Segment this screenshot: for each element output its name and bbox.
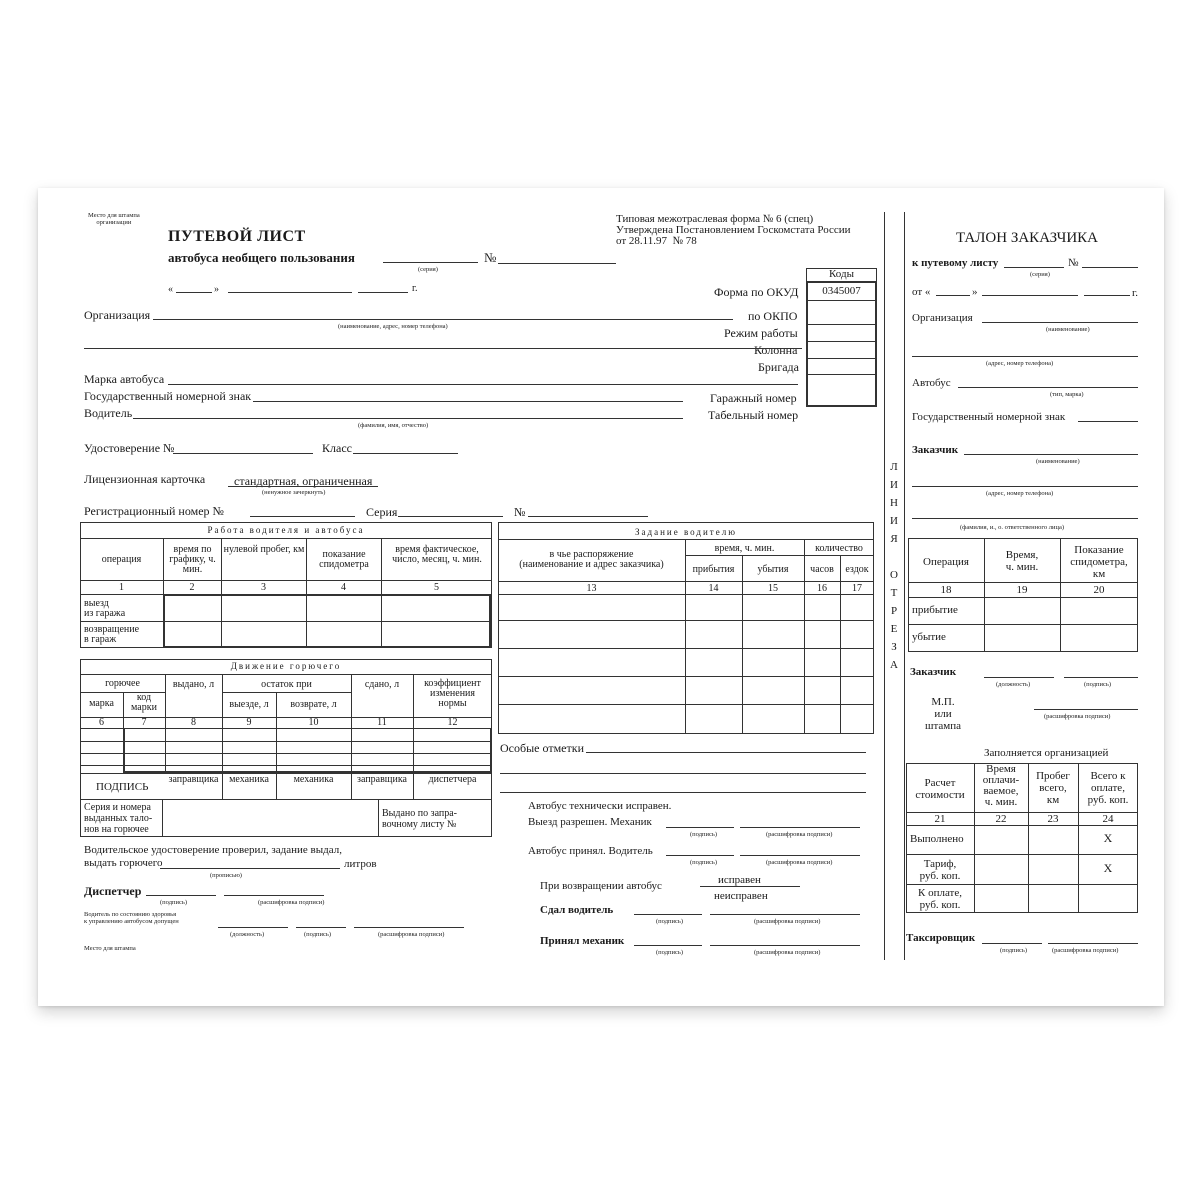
okud-label: Форма по ОКУД bbox=[714, 285, 799, 299]
series-line[interactable] bbox=[383, 262, 478, 263]
tear-letter: Е bbox=[890, 623, 898, 635]
talon-bus-hint: (тип, марка) bbox=[1050, 391, 1084, 398]
special-remarks-line-1[interactable] bbox=[586, 752, 866, 753]
task-n14: 14 bbox=[708, 583, 719, 594]
work-n4: 4 bbox=[341, 582, 346, 593]
task-n15: 15 bbox=[768, 583, 778, 594]
talon-taxer-sign-line[interactable] bbox=[982, 943, 1042, 944]
date-year-line[interactable] bbox=[358, 292, 408, 293]
tear-letter: Т bbox=[890, 587, 898, 599]
talon-org-hint: (наименование) bbox=[1046, 326, 1090, 333]
work-table-title: Работа водителя и автобуса bbox=[207, 525, 365, 535]
talon-x-mark-2: X bbox=[1103, 861, 1113, 875]
dispatcher-sign-line[interactable] bbox=[146, 895, 216, 896]
talon-series-hint: (серия) bbox=[1030, 271, 1050, 278]
task-n13: 13 bbox=[586, 583, 597, 594]
task-n16: 16 bbox=[817, 583, 827, 594]
number-sign: № bbox=[484, 250, 497, 265]
fuel-n12: 12 bbox=[447, 717, 458, 728]
working-line bbox=[700, 886, 800, 887]
talon-customer-hint: (наименование) bbox=[1036, 458, 1080, 465]
fuel-col bbox=[378, 799, 379, 837]
talon-op-divider bbox=[908, 624, 1138, 625]
fuel-h-code: код марки bbox=[131, 692, 157, 713]
codes-divider bbox=[806, 341, 877, 342]
talon-calc-done: Выполнено bbox=[910, 833, 964, 845]
talon-taxer-decode-line[interactable] bbox=[1048, 943, 1138, 944]
driver-hint: (фамилия, имя, отчество) bbox=[358, 422, 429, 429]
talon-calc-n24: 24 bbox=[1102, 813, 1114, 825]
tear-line-label bbox=[888, 458, 900, 674]
handed-sign-hint: (подпись) bbox=[656, 918, 683, 925]
talon-bus-line[interactable] bbox=[958, 387, 1138, 388]
organization-line[interactable] bbox=[153, 319, 733, 320]
tear-letter: Л bbox=[890, 461, 898, 473]
work-divider bbox=[80, 538, 492, 539]
talon-op-n18: 18 bbox=[940, 584, 952, 596]
form-note: Типовая межотраслевая форма № 6 (спец) Утверждена Постановлением Госкомстата России от 28.11.97 № 78 bbox=[616, 213, 851, 247]
fuel-h-brand: марка bbox=[89, 698, 114, 709]
health-sign-hint: (подпись) bbox=[304, 931, 331, 938]
stamp-place-bottom: Место для штампа bbox=[84, 945, 136, 952]
fuel-divider bbox=[80, 674, 492, 675]
fuel-n11: 11 bbox=[377, 717, 387, 728]
okud-value: 0345007 bbox=[822, 285, 861, 297]
mechanic-sign-line[interactable] bbox=[666, 827, 734, 828]
driver-line[interactable] bbox=[133, 418, 683, 419]
reg-number-label: Регистрационный номер № bbox=[84, 504, 224, 518]
organization-hint: (наименование, адрес, номер телефона) bbox=[338, 323, 448, 330]
driver-sign-hint: (подпись) bbox=[690, 859, 717, 866]
talon-op-divider bbox=[908, 597, 1138, 598]
task-divider bbox=[685, 555, 874, 556]
dispatcher-sign-hint: (подпись) bbox=[160, 899, 187, 906]
talon-from: от « bbox=[912, 286, 931, 298]
work-h-op: операция bbox=[101, 554, 142, 565]
work-row-exit: выезд из гаража bbox=[84, 598, 126, 619]
task-row bbox=[498, 704, 874, 705]
bus-broken: неисправен bbox=[714, 890, 768, 902]
mech-sign-hint: (подпись) bbox=[656, 949, 683, 956]
talon-org-line[interactable] bbox=[982, 322, 1138, 323]
bus-brand-line[interactable] bbox=[168, 384, 798, 385]
talon-mp: М.П. или штампа bbox=[924, 696, 962, 732]
brigade-label: Бригада bbox=[758, 360, 799, 374]
handed-decode-hint: (расшифровка подписи) bbox=[754, 918, 821, 925]
talon-year-line[interactable] bbox=[1084, 295, 1130, 296]
talon-customer-line[interactable] bbox=[964, 454, 1138, 455]
talon-calc-divider bbox=[906, 854, 1138, 855]
tear-letter: Р bbox=[890, 605, 898, 617]
regime-label: Режим работы bbox=[724, 326, 798, 340]
date-day-line[interactable] bbox=[176, 292, 212, 293]
fuel-row bbox=[80, 799, 492, 800]
codes-divider bbox=[806, 300, 877, 301]
work-input-area[interactable] bbox=[163, 594, 491, 648]
special-remarks-line-2[interactable] bbox=[500, 773, 866, 774]
liters-label: литров bbox=[344, 858, 377, 870]
license-card-label: Лицензионная карточка bbox=[84, 472, 206, 486]
talon-title: ТАЛОН ЗАКАЗЧИКА bbox=[956, 230, 1099, 246]
task-col bbox=[742, 555, 743, 734]
talon-calc-divider bbox=[906, 825, 1138, 826]
bus-brand-label: Марка автобуса bbox=[84, 372, 165, 386]
series-hint: (серия) bbox=[418, 266, 438, 273]
fuel-n6: 6 bbox=[99, 717, 104, 728]
special-remarks-label: Особые отметки bbox=[500, 741, 584, 755]
talon-number-line[interactable] bbox=[1082, 267, 1138, 268]
organization-line-2[interactable] bbox=[84, 348, 802, 349]
talon-year-suffix: г. bbox=[1132, 287, 1139, 299]
talon-sign-line[interactable] bbox=[1064, 677, 1138, 678]
fuel-n7: 7 bbox=[141, 717, 147, 728]
work-h-speedo: показание спидометра bbox=[319, 549, 369, 570]
talon-op-h1: Операция bbox=[923, 556, 969, 568]
talon-op-n20: 20 bbox=[1093, 584, 1105, 596]
on-return: При возвращении автобус bbox=[540, 880, 662, 892]
garage-label: Гаражный номер bbox=[710, 391, 797, 405]
task-h-departure: убытия bbox=[757, 564, 789, 575]
dispatcher-decode-line[interactable] bbox=[224, 895, 324, 896]
license-card-hint: (ненужное зачеркнуть) bbox=[262, 489, 326, 496]
fuel-issued-by: Выдано по запра- вочному листу № bbox=[382, 808, 457, 830]
tear-letter: З bbox=[891, 641, 897, 653]
mech-decode-line[interactable] bbox=[710, 945, 860, 946]
talon-filled-by: Заполняется организацией bbox=[984, 747, 1109, 759]
talon-taxer-decode-hint: (расшифровка подписи) bbox=[1052, 947, 1119, 954]
fuel-h-fuel: горючее bbox=[105, 678, 140, 689]
talon-plate-line[interactable] bbox=[1078, 421, 1138, 422]
talon-responsible-line[interactable] bbox=[912, 518, 1138, 519]
codes-divider bbox=[806, 358, 877, 359]
talon-calc-n23: 23 bbox=[1047, 813, 1059, 825]
talon-taxer: Таксировщик bbox=[906, 932, 976, 944]
in-words-hint: (прописью) bbox=[210, 872, 242, 879]
tabel-label: Табельный номер bbox=[708, 408, 799, 422]
work-row-return: возвращение в гараж bbox=[84, 624, 140, 645]
task-table-title: Задание водителю bbox=[635, 527, 737, 537]
number-line[interactable] bbox=[498, 263, 616, 264]
tear-line-left bbox=[884, 212, 885, 960]
work-h-schedule: время по графику, ч. мин. bbox=[169, 544, 216, 575]
task-h-hours: часов bbox=[810, 564, 834, 575]
talon-op-arrival: прибытие bbox=[912, 604, 958, 616]
dispatcher-give-fuel: выдать горючего bbox=[84, 857, 163, 869]
fuel-signature: ПОДПИСЬ bbox=[96, 781, 149, 793]
talon-sign-hint: (подпись) bbox=[1084, 681, 1111, 688]
driver-decode-line[interactable] bbox=[740, 855, 860, 856]
driver-sign-line[interactable] bbox=[666, 855, 734, 856]
handed-decode-line[interactable] bbox=[710, 914, 860, 915]
talon-org-address-line[interactable] bbox=[912, 356, 1138, 357]
talon-calc-divider bbox=[906, 884, 1138, 885]
tear-letter: Я bbox=[890, 533, 898, 545]
date-quote-open: « bbox=[168, 284, 173, 295]
license-label: Удостоверение № bbox=[84, 441, 175, 455]
okpo-label: по ОКПО bbox=[748, 309, 798, 323]
task-h-trips: ездок bbox=[845, 564, 869, 575]
year-suffix: г. bbox=[412, 283, 418, 294]
talon-calc-n21: 21 bbox=[934, 813, 946, 825]
talon-day-line[interactable] bbox=[936, 295, 970, 296]
talon-address-hint: (адрес, номер телефона) bbox=[986, 360, 1054, 367]
task-h-customer: в чье распоряжение (наименование и адрес заказчика) bbox=[519, 549, 664, 570]
handed-sign-line[interactable] bbox=[634, 914, 702, 915]
class-label: Класс bbox=[322, 441, 352, 455]
task-row bbox=[498, 620, 874, 621]
talon-calc-h1: Расчет стоимости bbox=[915, 777, 965, 801]
task-h-time: время, ч. мин. bbox=[714, 543, 775, 554]
codes-divider bbox=[806, 324, 877, 325]
work-n5: 5 bbox=[434, 582, 439, 593]
mechanic-decode-line[interactable] bbox=[740, 827, 860, 828]
talon-customer: Заказчик bbox=[912, 444, 959, 456]
health-position-line[interactable] bbox=[218, 927, 288, 928]
tear-letter: И bbox=[890, 479, 898, 491]
license-card-line bbox=[228, 486, 378, 487]
task-n17: 17 bbox=[852, 583, 862, 594]
codes-header: Коды bbox=[829, 268, 854, 280]
tech-ok: Автобус технически исправен. bbox=[528, 800, 672, 812]
tear-line-right bbox=[904, 212, 905, 960]
talon-decode-hint: (расшифровка подписи) bbox=[1044, 713, 1111, 720]
talon-bus: Автобус bbox=[912, 377, 951, 389]
fuel-h-exit: выезде, л bbox=[229, 699, 269, 710]
health-note: Водитель по состоянию здоровья к управлению автобусом допущен bbox=[84, 911, 179, 925]
work-n1: 1 bbox=[119, 582, 124, 593]
talon-quote-close: » bbox=[972, 286, 978, 298]
fuel-sig-4: заправщика bbox=[357, 774, 407, 785]
date-quote-close: » bbox=[214, 284, 219, 295]
talon-op-divider bbox=[908, 582, 1138, 583]
mechanic-decode-hint: (расшифровка подписи) bbox=[766, 831, 833, 838]
talon-calc-tariff: Тариф, руб. коп. bbox=[919, 858, 961, 882]
talon-number-sign: № bbox=[1068, 257, 1079, 269]
talon-calc-h4: Всего к оплате, руб. коп. bbox=[1087, 770, 1129, 806]
task-divider bbox=[498, 594, 874, 595]
accepted-mechanic: Принял механик bbox=[540, 935, 625, 947]
plate-label: Государственный номерной знак bbox=[84, 389, 252, 403]
license-line[interactable] bbox=[173, 453, 313, 454]
talon-x-mark-1: X bbox=[1103, 831, 1113, 845]
waybill-form bbox=[38, 188, 1164, 1006]
date-month-line[interactable] bbox=[228, 292, 352, 293]
talon-organization: Организация bbox=[912, 312, 973, 324]
form-title: ПУТЕВОЙ ЛИСТ bbox=[168, 228, 306, 245]
column-label: Колонна bbox=[754, 343, 798, 357]
class-line[interactable] bbox=[353, 453, 458, 454]
talon-op-n19: 19 bbox=[1016, 584, 1028, 596]
fuel-h-issued: выдано, л bbox=[172, 679, 215, 690]
task-divider bbox=[498, 539, 874, 540]
mech-sign-line[interactable] bbox=[634, 945, 702, 946]
fuel-h-handed: сдано, л bbox=[364, 679, 400, 690]
talon-decode-line[interactable] bbox=[1034, 709, 1138, 710]
series-label: Серия bbox=[366, 505, 398, 519]
task-divider bbox=[498, 581, 874, 582]
talon-responsible-hint: (фамилия, и., о. ответственного лица) bbox=[960, 524, 1064, 531]
health-sign-line[interactable] bbox=[296, 927, 346, 928]
work-n3: 3 bbox=[261, 582, 266, 593]
talon-position-line[interactable] bbox=[984, 677, 1054, 678]
organization-label: Организация bbox=[84, 308, 151, 322]
fuel-col bbox=[162, 799, 163, 837]
task-col bbox=[840, 555, 841, 734]
fuel-sig-5: диспетчера bbox=[428, 774, 477, 785]
special-remarks-line-3[interactable] bbox=[500, 792, 866, 793]
talon-calc-pay: К оплате, руб. коп. bbox=[918, 887, 962, 911]
work-h-zero: нулевой пробег, км bbox=[223, 544, 305, 555]
task-h-count: количество bbox=[815, 543, 863, 554]
talon-customer-sign: Заказчик bbox=[910, 666, 957, 678]
reg-series-line[interactable] bbox=[398, 516, 503, 517]
form-subtitle: автобуса необщего пользования bbox=[168, 250, 355, 265]
driver-label: Водитель bbox=[84, 406, 133, 420]
talon-position-hint: (должность) bbox=[996, 681, 1031, 688]
fuel-amount-line[interactable] bbox=[160, 868, 340, 869]
dispatcher-decode-hint: (расшифровка подписи) bbox=[258, 899, 325, 906]
talon-calc-h3: Пробег всего, км bbox=[1036, 770, 1070, 806]
stamp-place: Место для штампа организации bbox=[88, 212, 140, 226]
dispatcher-verify: Водительское удостоверение проверил, задание выдал, bbox=[84, 844, 342, 856]
talon-plate: Государственный номерной знак bbox=[912, 411, 1066, 423]
accepted-driver: Автобус принял. Водитель bbox=[528, 845, 653, 857]
fuel-sig-1: заправщика bbox=[168, 774, 219, 785]
tear-letter: Н bbox=[890, 497, 898, 509]
handed-driver: Сдал водитель bbox=[540, 904, 614, 916]
fuel-divider bbox=[222, 692, 351, 693]
talon-customer-address-line[interactable] bbox=[912, 486, 1138, 487]
talon-calc-n22: 22 bbox=[995, 813, 1007, 825]
talon-op-departure: убытие bbox=[912, 631, 946, 643]
talon-month-line[interactable] bbox=[982, 295, 1078, 296]
work-n2: 2 bbox=[189, 582, 195, 593]
health-position-hint: (должность) bbox=[230, 931, 265, 938]
talon-taxer-sign-hint: (подпись) bbox=[1000, 947, 1027, 954]
talon-calc-h2: Время оплачи- ваемое, ч. мин. bbox=[982, 763, 1020, 808]
plate-line[interactable] bbox=[253, 401, 683, 402]
talon-op-h2: Время, ч. мин. bbox=[1005, 549, 1039, 573]
health-decode-line[interactable] bbox=[354, 927, 464, 928]
fuel-sig-3: механика bbox=[293, 774, 334, 785]
talon-to-list: к путевому листу bbox=[912, 257, 999, 269]
fuel-sig-2: механика bbox=[229, 774, 269, 785]
fuel-n10: 10 bbox=[308, 717, 319, 728]
reg-number-sign: № bbox=[514, 505, 526, 519]
fuel-coupons: Серия и номера выданных тало- нов на горючее bbox=[84, 802, 153, 835]
task-h-arrival: прибытия bbox=[692, 564, 735, 575]
talon-customer-address-hint: (адрес, номер телефона) bbox=[986, 490, 1054, 497]
fuel-n9: 9 bbox=[246, 717, 252, 728]
fuel-h-coef: коэффициент изменения нормы bbox=[424, 678, 481, 709]
bus-working: исправен bbox=[718, 874, 761, 886]
dispatcher-label: Диспетчер bbox=[84, 884, 142, 898]
tear-letter: И bbox=[890, 515, 898, 527]
work-h-actual: время фактическое, число, месяц, ч. мин. bbox=[392, 544, 482, 565]
fuel-h-remain: остаток при bbox=[261, 679, 312, 690]
task-row bbox=[498, 676, 874, 677]
talon-op-h3: Показание спидометра, км bbox=[1070, 544, 1128, 580]
tear-letter: А bbox=[890, 659, 898, 671]
fuel-input-area[interactable] bbox=[123, 728, 492, 773]
exit-allowed: Выезд разрешен. Механик bbox=[528, 816, 652, 828]
reg-no-line[interactable] bbox=[528, 516, 648, 517]
fuel-n8: 8 bbox=[191, 717, 196, 728]
health-decode-hint: (расшифровка подписи) bbox=[378, 931, 445, 938]
fuel-h-return: возврате, л bbox=[290, 699, 337, 710]
codes-divider bbox=[806, 374, 877, 375]
mechanic-sign-hint: (подпись) bbox=[690, 831, 717, 838]
fuel-table-title: Движение горючего bbox=[230, 661, 342, 671]
work-divider bbox=[80, 580, 492, 581]
license-card-value: стандартная, ограниченная bbox=[234, 474, 373, 488]
task-row bbox=[498, 648, 874, 649]
mech-decode-hint: (расшифровка подписи) bbox=[754, 949, 821, 956]
tear-letter: О bbox=[890, 569, 898, 581]
driver-decode-hint: (расшифровка подписи) bbox=[766, 859, 833, 866]
talon-series-line[interactable] bbox=[1004, 267, 1064, 268]
reg-number-line[interactable] bbox=[250, 516, 355, 517]
